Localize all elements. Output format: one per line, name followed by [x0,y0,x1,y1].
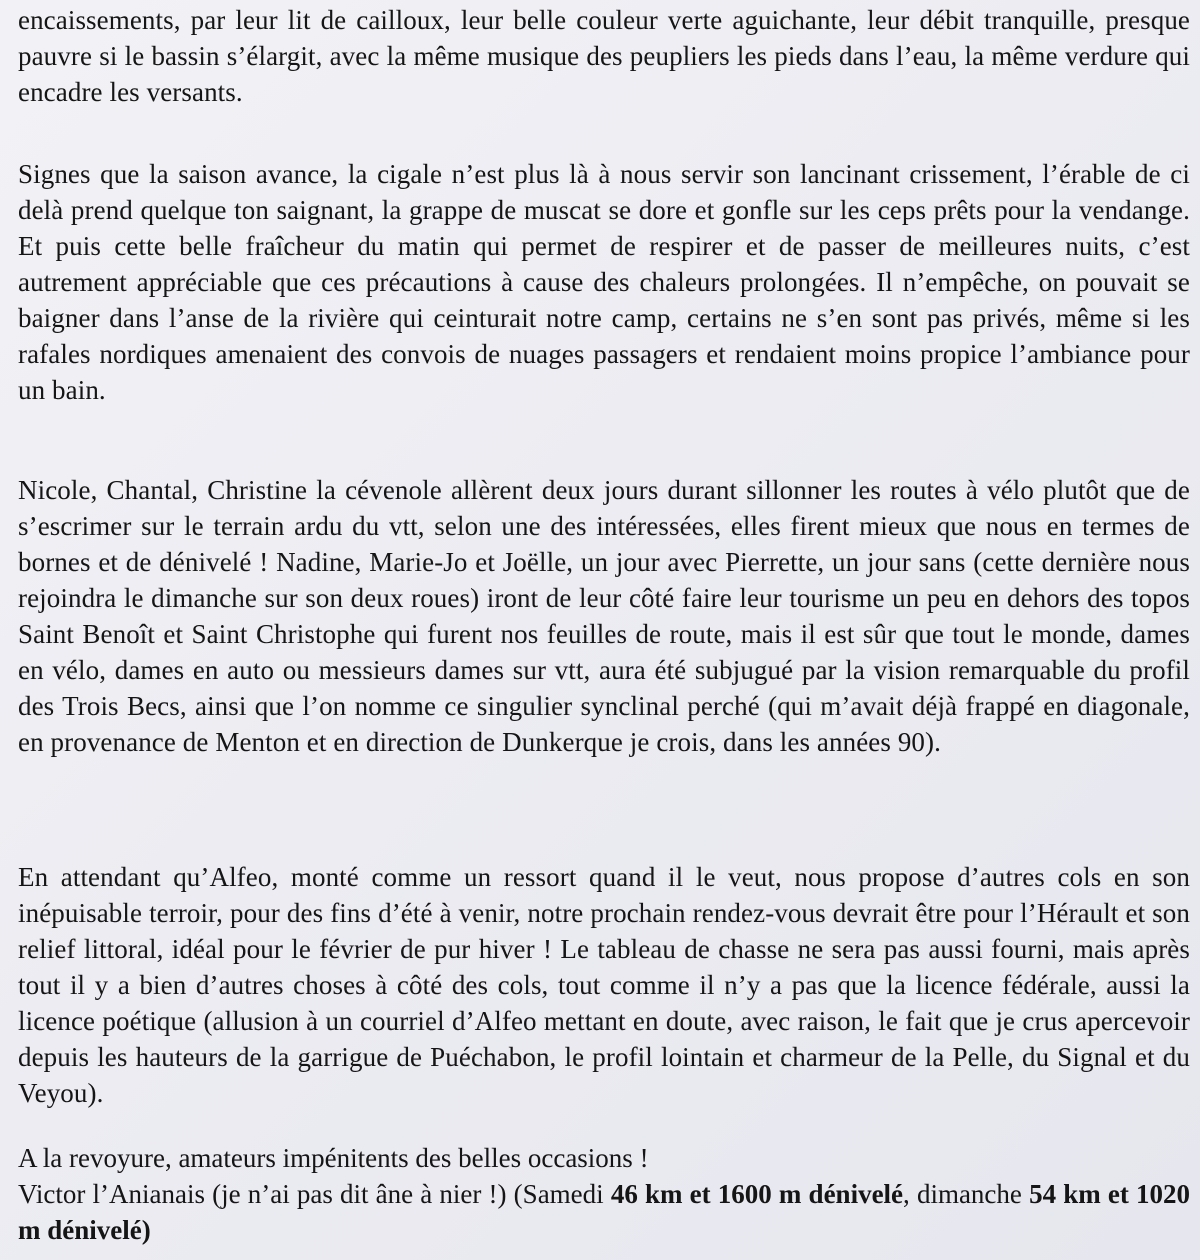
paragraph-rivers: encaissements, par leur lit de cailloux, leur belle couleur verte aguichante, leur débit tranquille, presque pauvre si le bassin s’élargit, avec la même musique des peupliers les pieds dans l’eau, la même verdure qui encadre les versants. [18,5,1190,107]
closing-block [18,1140,1190,1248]
paragraph-participants: Nicole, Chantal, Christine la cévenole allèrent deux jours durant sillonner les routes à vélo plutôt que de s’escrimer sur le terrain ardu du vtt, selon une des intéressées, elles firent mieux que nous en termes de bornes et de dénivelé ! Nadine, Marie-Jo et Joëlle, un jour avec Pierrette, un jour sans (cette dernière nous rejoindra le dimanche sur son deux roues) iront de leur côté faire leur tourisme un peu en dehors des topos Saint Benoît et Saint Christophe qui furent nos feuilles de route, mais il est sûr que tout le monde, dames en vélo, dames en auto ou messieurs dames sur vtt, aura été subjugué par la vision remarquable du profil des Trois Becs, ainsi que l’on nomme ce singulier synclinal perché (qui m’avait déjà frappé en diagonale, en provenance de Menton et en direction de Dunkerque je crois, dans les années 90). [18,475,1190,757]
sunday-prefix: , dimanche [903,1179,1030,1209]
sunday-stats: 54 km et 1020 m dénivelé [18,1179,1190,1245]
paragraph-season: Signes que la saison avance, la cigale n’est plus là à nous servir son lancinant crissement, l’érable de ci delà prend quelque ton saignant, la grappe de muscat se dore et gonfle sur les ceps prêts pour la vendange. Et puis cette belle fraîcheur du matin qui permet de respirer et de passer de meilleures nuits, c’est autrement appréciable que ces précautions à cause des chaleurs prolongées. Il n’empêche, on pouvait se baigner dans l’anse de la rivière qui ceinturait notre camp, certains ne s’en sont pas privés, même si les rafales nordiques amenaient des convois de nuages passagers et rendaient moins propice l’ambiance pour un bain. [18,159,1190,405]
paragraph-next-meeting: En attendant qu’Alfeo, monté comme un ressort quand il le veut, nous propose d’autres cols en son inépuisable terroir, pour des fins d’été à venir, notre prochain rendez-vous devrait être pour l’Hérault et son relief littoral, idéal pour le février de pur hiver ! Le tableau de chasse ne sera pas aussi fourni, mais après tout il y a bien d’autres choses à côté des cols, tout comme il n’y a pas que la licence fédérale, aussi la licence poétique (allusion à un courriel d’Alfeo mettant en doute, avec raison, le fait que je crus apercevoir depuis les hauteurs de la garrigue de Puéchabon, le profil lointain et charmeur de la Pelle, du Signal et du Veyou). [18,862,1190,1108]
closing-suffix: ) [141,1215,151,1245]
saturday-stats: 46 km et 1600 m dénivelé [610,1179,904,1209]
signature-text: Victor l’Anianais (je n’ai pas dit âne à nier !) (Samedi [18,1179,611,1209]
farewell-line: A la revoyure, amateurs impénitents des belles occasions ! [18,1143,649,1173]
